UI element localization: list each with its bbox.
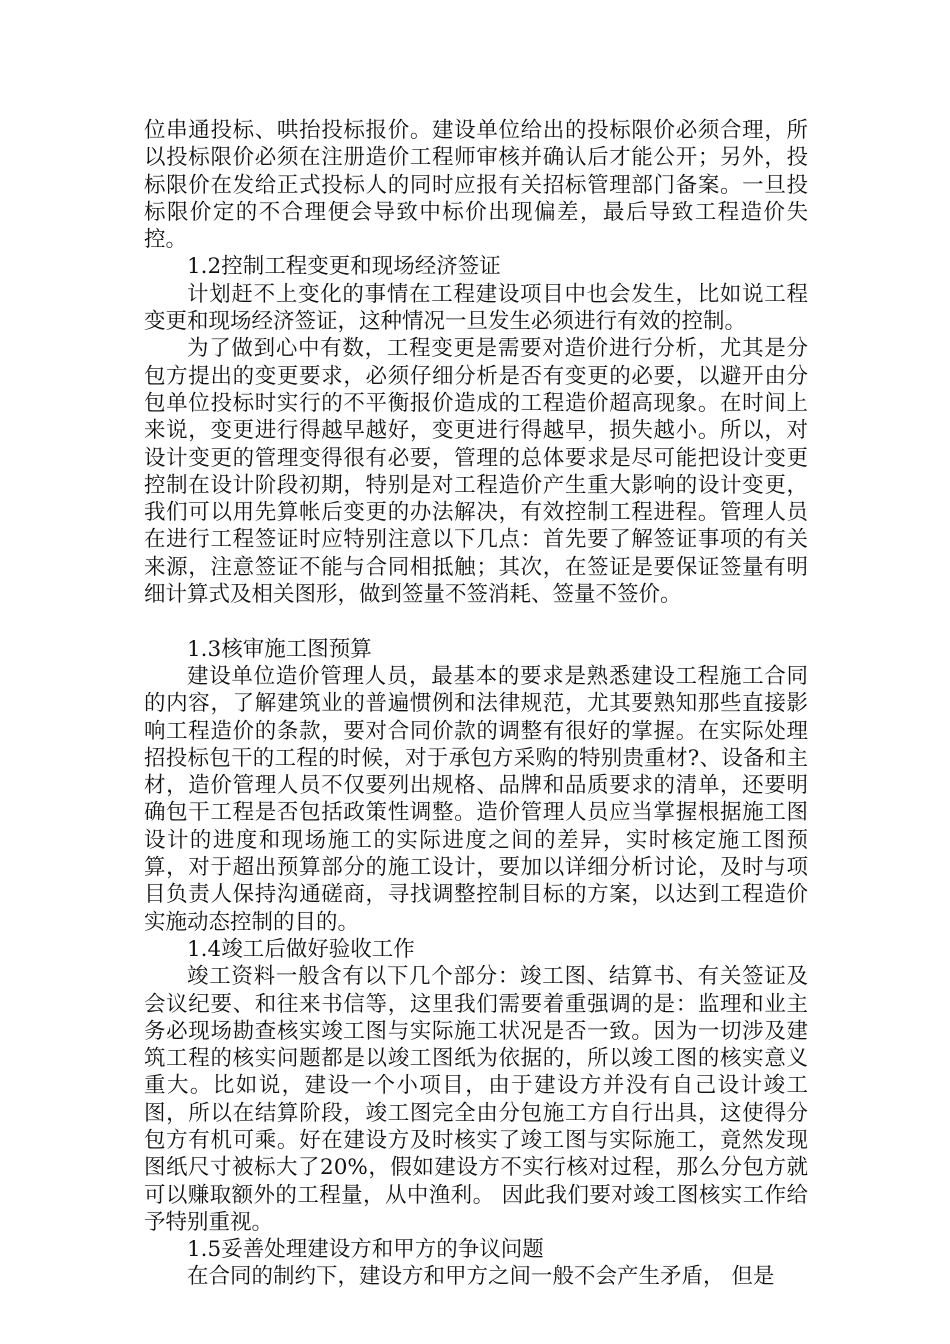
- paragraph-1-4: 竣工资料一般含有以下几个部分：竣工图、结算书、有关签证及会议纪要、和往来书信等，这里我们需要着重强调的是：监理和业主务必现场勘查核实竣工图与实际施工状况是否一致。因为一切涉及建筑工程的核实问题都是以竣工图纸为依据的，所以竣工图的核实意义重大。比如说，建设一个小项目，由于建设方并没有自己设计竣工图，所以在结算阶段，竣工图完全由分包施工方自行出具，这使得分包方有机可乘。好在建设方及时核实了竣工图与实际施工，竟然发现图纸尺寸被标大了20%，假如建设方不实行核对过程，那么分包方就可以赚取额外的工程量，从中渔利。 因此我们要对竣工图核实工作给予特别重视。: [144, 964, 808, 1235]
- paragraph-1-5: 在合同的制约下，建设方和甲方之间一般不会产生矛盾， 但是: [187, 1264, 775, 1290]
- section-heading-1-5: 1.5妥善处理建设方和甲方的争议问题: [187, 1237, 544, 1263]
- paragraph-intro: 位串通投标、哄抬投标报价。建设单位给出的投标限价必须合理，所以投标限价必须在注册造价工程师审核并确认后才能公开；另外，投标限价在发给正式投标人的同时应报有关招标管理部门备案。一旦投标限价定的不合理便会导致中标价出现偏差，最后导致工程造价失控。: [144, 118, 808, 253]
- section-heading-1-3: 1.3核审施工图预算: [187, 636, 372, 662]
- section-heading-1-4: 1.4竣工后做好验收工作: [187, 936, 415, 962]
- paragraph-1-2-a: 计划赶不上变化的事情在工程建设项目中也会发生，比如说工程变更和现场经济签证，这种情况一旦发生必须进行有效的控制。: [144, 281, 808, 335]
- paragraph-1-3: 建设单位造价管理人员，最基本的要求是熟悉建设工程施工合同的内容，了解建筑业的普遍惯例和法律规范，尤其要熟知那些直接影响工程造价的条款，要对合同价款的调整有很好的掌握。在实际处理招投标包干的工程的时候，对于承包方采购的特别贵重材?、设备和主材，造价管理人员不仅要列出规格、品牌和品质要求的清单，还要明确包干工程是否包括政策性调整。造价管理人员应当掌握根据施工图设计的进度和现场施工的实际进度之间的差异，实时核定施工图预算，对于超出预算部分的施工设计，要加以详细分析讨论，及时与项目负责人保持沟通磋商，寻找调整控制目标的方案，以达到工程造价实施动态控制的目的。: [144, 663, 808, 935]
- blank-line: [144, 608, 808, 635]
- document-body: [144, 117, 808, 1291]
- section-heading-1-2: 1.2控制工程变更和现场经济签证: [187, 254, 501, 280]
- paragraph-1-2-b: 为了做到心中有数，工程变更是需要对造价进行分析，尤其是分包方提出的变更要求，必须仔细分析是否有变更的必要，以避开由分包单位投标时实行的不平衡报价造成的工程造价超高现象。在时间上来说，变更进行得越早越好，变更进行得越早，损失越小。所以，对设计变更的管理变得很有必要，管理的总体要求是尽可能把设计变更控制在设计阶段初期，特别是对工程造价产生重大影响的设计变更，我们可以用先算帐后变更的办法解决，有效控制工程进程。管理人员在进行工程签证时应特别注意以下几点：首先要了解签证事项的有关来源，注意签证不能与合同相抵触；其次，在签证是要保证签量有明细计算式及相关图形，做到签量不签消耗、签量不签价。: [144, 336, 808, 608]
